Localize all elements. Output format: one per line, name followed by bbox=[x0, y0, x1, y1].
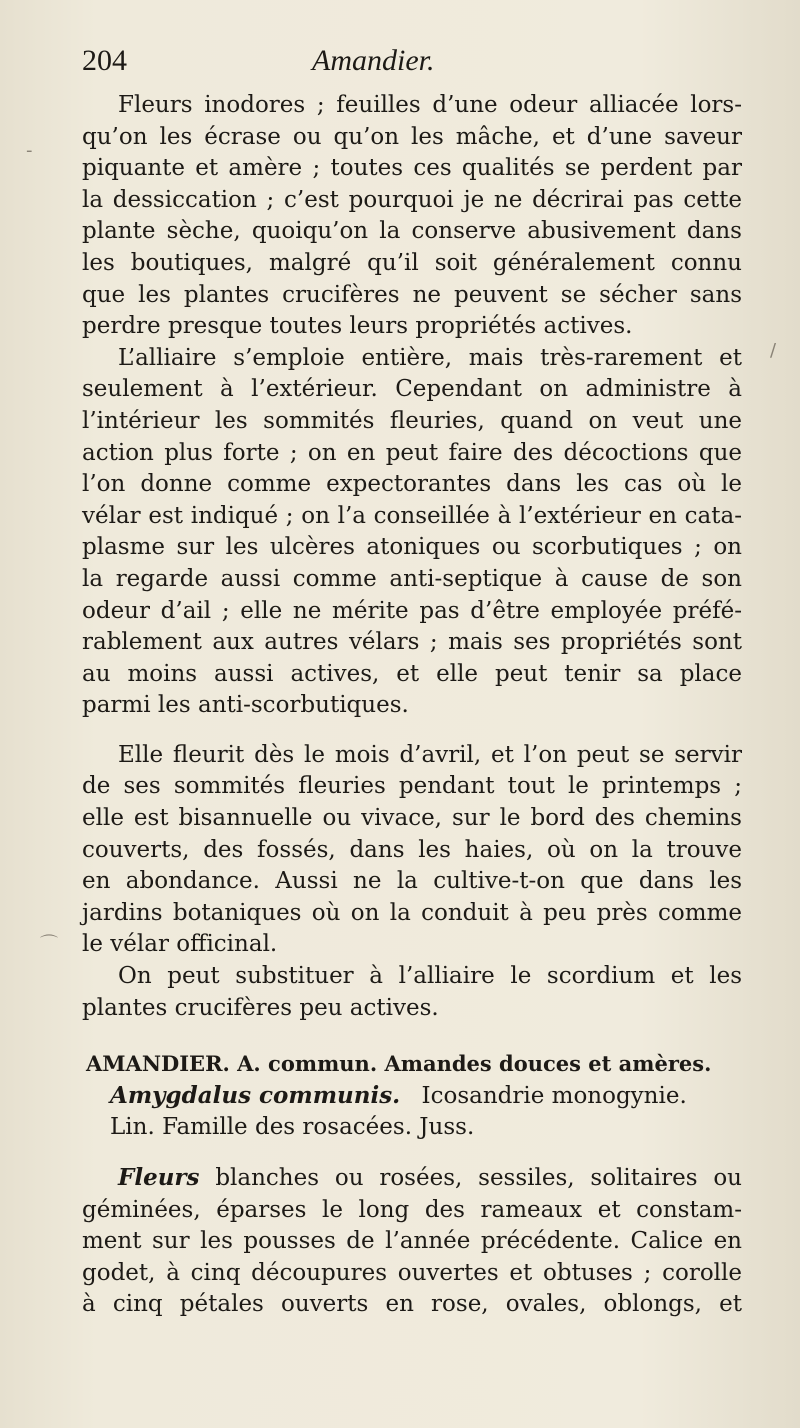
running-title: Amandier. bbox=[312, 44, 435, 77]
text-line: parmi les anti-scorbutiques. bbox=[82, 692, 409, 719]
botanical-entry bbox=[82, 1048, 742, 1144]
text-line: plantes crucifères peu actives. bbox=[82, 994, 439, 1021]
text-line: les boutiques, malgré qu’il soit généralement connu bbox=[82, 249, 742, 276]
paragraph-3 bbox=[82, 740, 742, 961]
paragraph-4 bbox=[82, 961, 742, 1024]
text-line: l’intérieur les sommités fleuries, quand on veut une bbox=[82, 407, 742, 434]
text-line: Elle fleurit dès le mois d’avril, et l’on peut se servir bbox=[118, 741, 742, 768]
paragraph-2 bbox=[82, 343, 742, 722]
text-line: L’alliaire s’emploie entière, mais très-rarement et bbox=[118, 344, 742, 371]
text-line: Fleurs inodores ; feuilles d’une odeur alliacée lors- bbox=[118, 92, 742, 118]
page-number: 204 bbox=[82, 44, 127, 77]
text-line: couverts, des fossés, dans les haies, où on la trouve bbox=[82, 836, 742, 863]
text-line: ment sur les pousses de l’année précédente. Calice en bbox=[82, 1228, 742, 1255]
text-line: On peut substituer à l’alliaire le scordium et les bbox=[118, 963, 742, 990]
margin-tick-mark: / bbox=[770, 340, 777, 361]
entry-latin-name: Amygdalus communis. bbox=[110, 1081, 401, 1109]
text-line: la regarde aussi comme anti-septique à cause de son bbox=[82, 565, 742, 592]
description-paragraph bbox=[82, 1162, 742, 1321]
page-header bbox=[82, 44, 742, 84]
text-line: l’on donne comme expectorantes dans les cas où le bbox=[82, 471, 742, 498]
paragraph-gap bbox=[82, 722, 742, 740]
text-line: de ses sommités fleuries pendant tout le printemps ; bbox=[82, 773, 742, 800]
text-line: godet, à cinq découpures ouvertes et obtuses ; corolle bbox=[82, 1259, 742, 1286]
text-line: le vélar officinal. bbox=[82, 931, 278, 958]
paragraph-gap bbox=[82, 1024, 742, 1048]
paragraph-gap bbox=[82, 1144, 742, 1162]
text-line: qu’on les écrase ou qu’on les mâche, et d’une saveur bbox=[82, 123, 742, 150]
text-line: au moins aussi actives, et elle peut tenir sa place bbox=[82, 660, 742, 687]
text-line: rablement aux autres vélars ; mais ses propriétés sont bbox=[82, 629, 742, 656]
entry-classification: Icosandrie monogynie. bbox=[421, 1082, 687, 1109]
text-line: plasme sur les ulcères atoniques ou scorbutiques ; on bbox=[82, 534, 742, 561]
text-line: perdre presque toutes leurs propriétés actives. bbox=[82, 313, 633, 340]
text-line: seulement à l’extérieur. Cependant on administre à bbox=[82, 376, 742, 403]
text-line: plante sèche, quoiqu’on la conserve abusivement dans bbox=[82, 218, 742, 245]
text-line: piquante et amère ; toutes ces qualités se perdent par bbox=[82, 155, 742, 182]
paragraph-1 bbox=[82, 90, 742, 343]
margin-tick-mark: ⌒ bbox=[40, 934, 58, 955]
text-line: odeur d’ail ; elle ne mérite pas d’être employée préfé- bbox=[82, 597, 742, 624]
text-line: que les plantes crucifères ne peuvent se sécher sans bbox=[82, 281, 742, 308]
text-line: la dessiccation ; c’est pourquoi je ne décrirai pas cette bbox=[82, 186, 742, 213]
entry-heading: AMANDIER. A. commun. Amandes douces et amères. bbox=[86, 1051, 712, 1077]
text-line: jardins botaniques où on la conduit à peu près comme bbox=[82, 899, 742, 926]
text-line: à cinq pétales ouverts en rose, ovales, oblongs, et bbox=[82, 1291, 742, 1318]
text-line: elle est bisannuelle ou vivace, sur le bord des chemins bbox=[82, 805, 742, 832]
entry-latin-line bbox=[82, 1080, 742, 1113]
description-lead: Fleurs bbox=[118, 1164, 200, 1191]
text-line: vélar est indiqué ; on l’a conseillée à l’extérieur en cata- bbox=[82, 502, 742, 529]
margin-tick-mark: - bbox=[26, 140, 33, 161]
description-first-line: blanches ou rosées, sessiles, solitaires ou bbox=[199, 1165, 742, 1191]
text-line: action plus forte ; on en peut faire des décoctions que bbox=[82, 439, 742, 466]
text-line: géminées, éparses le long des rameaux et constam- bbox=[82, 1196, 742, 1223]
entry-authority: Lin. Famille des rosacées. Juss. bbox=[110, 1114, 475, 1141]
text-line: en abondance. Aussi ne la cultive-t-on que dans les bbox=[82, 868, 742, 895]
text-line bbox=[82, 1162, 742, 1195]
page-body bbox=[82, 90, 742, 1321]
